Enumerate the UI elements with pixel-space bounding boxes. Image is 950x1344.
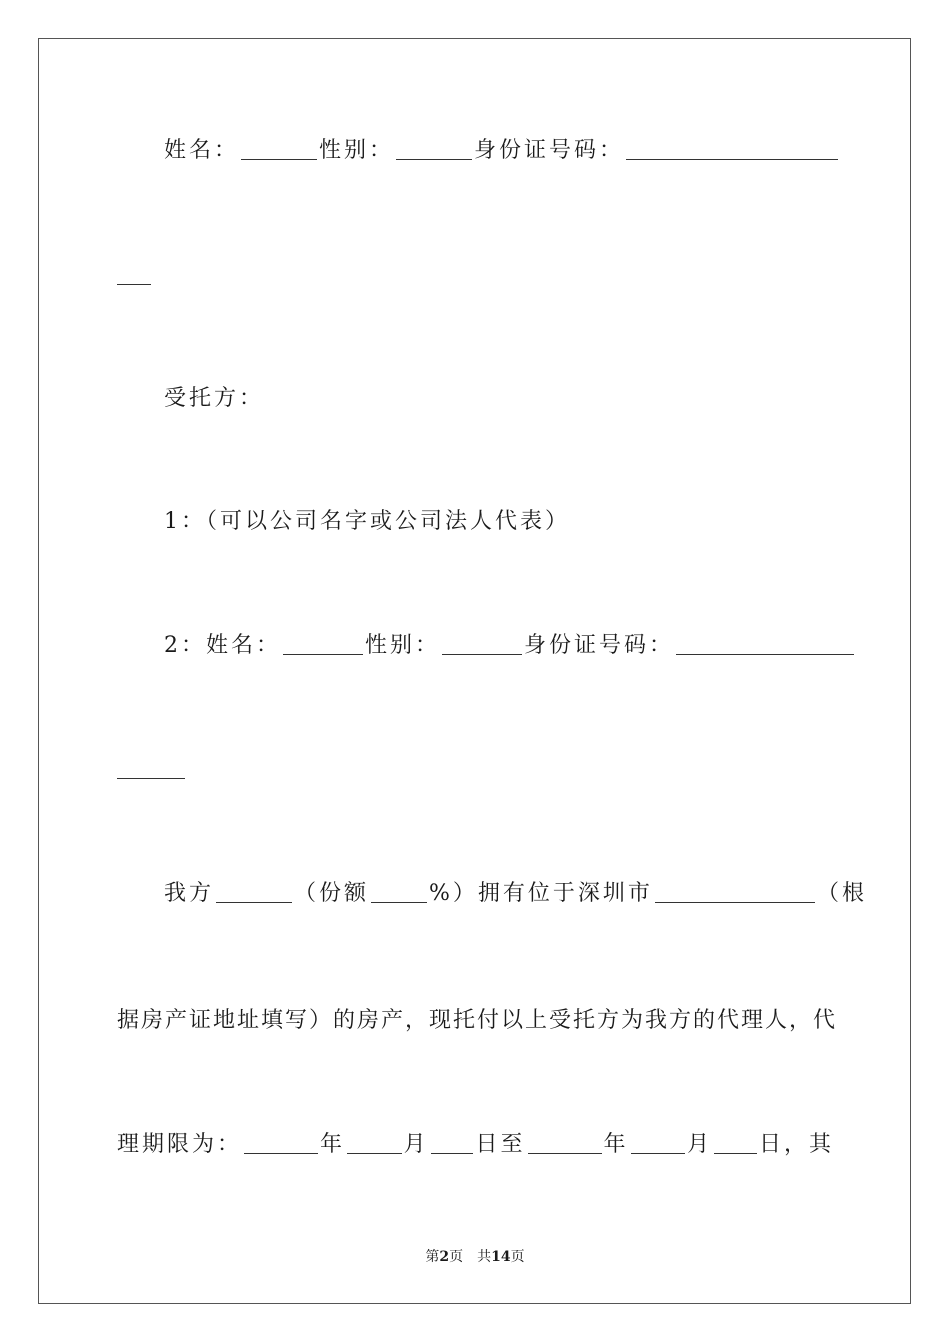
id-number-blank-continued[interactable] [117,262,151,285]
name-label: 姓名： [164,138,240,163]
agent-heading-line [117,384,881,414]
id-number-blank[interactable] [626,137,838,160]
day-other-label: 日，其 [758,1132,834,1157]
agent-heading: 受托方： [164,386,265,411]
agent-1-text: 1：（可以公司名字或公司法人代表） [164,509,570,534]
end-month-blank[interactable] [631,1131,686,1154]
agent-1-line [117,507,881,537]
root-text: （根 [816,881,867,906]
footer-page-number: 2 [439,1249,450,1265]
end-year-blank[interactable] [528,1131,602,1154]
agent-2-gender-label: 性别： [365,633,441,658]
agent-2-id-blank[interactable] [676,632,854,655]
name-blank[interactable] [241,137,317,160]
gender-label: 性别： [319,138,395,163]
share-percent-blank[interactable] [371,880,427,903]
delegation-line [117,1006,838,1036]
start-day-blank[interactable] [431,1131,474,1154]
gender-blank[interactable] [396,137,472,160]
start-month-blank[interactable] [347,1131,402,1154]
delegation-text: 据房产证地址填写）的房产，现托付以上受托方为我方的代理人，代 [117,1008,838,1033]
agent-2-id-blank-continued[interactable] [117,756,185,779]
address-blank[interactable] [655,880,815,903]
page-footer [0,1246,950,1266]
page-border [38,38,911,1304]
our-party-text: 我方 [164,881,215,906]
agent-2-id-label: 身份证号码： [524,633,675,658]
term-label: 理期限为： [117,1132,243,1157]
year-label-2: 年 [603,1132,629,1157]
located-in-text: %）拥有位于深圳市 [429,881,653,906]
share-label: （份额 [294,881,370,906]
year-label-1: 年 [320,1132,346,1157]
footer-page-mid: 页 共 [449,1249,492,1265]
footer-page-suffix: 页 [510,1249,525,1265]
footer-page-prefix: 第 [425,1249,440,1265]
day-to-label: 日至 [475,1132,526,1157]
footer-total-pages: 14 [491,1249,511,1265]
agent-2-info-line [117,631,881,661]
end-day-blank[interactable] [714,1131,757,1154]
owner-blank[interactable] [216,880,292,903]
month-label-2: 月 [687,1132,713,1157]
id-number-blank-continued-line [117,262,834,291]
agent-2-gender-blank[interactable] [442,632,522,655]
agent-2-name-blank[interactable] [283,632,363,655]
property-share-line [117,879,881,909]
month-label-1: 月 [403,1132,429,1157]
start-year-blank[interactable] [244,1131,318,1154]
agent-2-id-blank-continued-line [117,756,834,785]
id-number-label: 身份证号码： [474,138,625,163]
principal-info-line [117,136,881,166]
term-line [117,1130,834,1160]
agent-2-name-label: 2：姓名： [164,633,281,658]
